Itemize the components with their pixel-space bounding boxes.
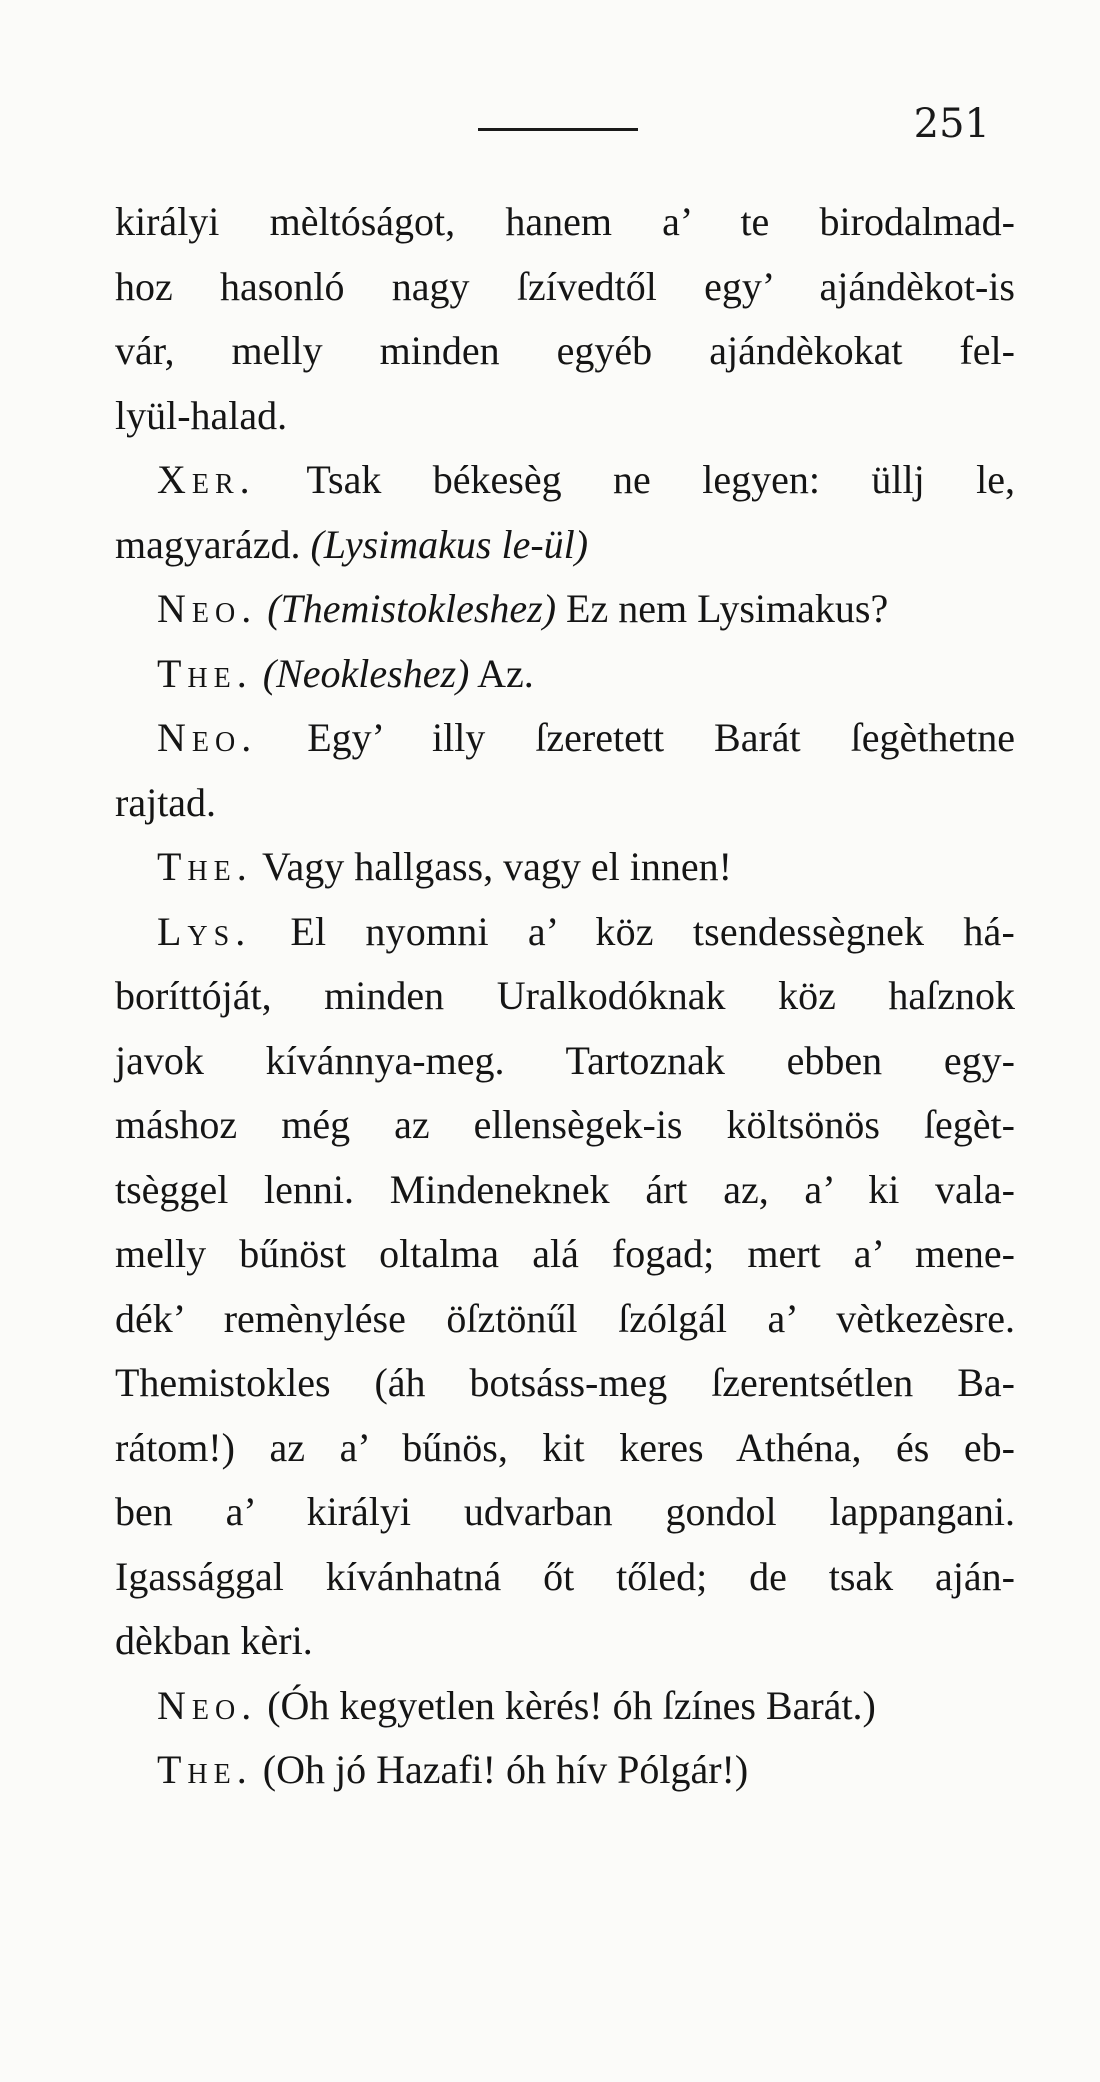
stage-direction: (Themistokleshez) (267, 586, 557, 631)
speech-text: Egy’ illy ſzeretett Barát ſegèthetne (307, 715, 1016, 760)
speech-xer-continued (115, 513, 1015, 578)
text-line: Igassággal kívánhatná őt tőled; de tsak aján- (115, 1553, 1015, 1599)
speaker-name: The. (157, 1747, 253, 1792)
speaker-name: Xer. (157, 457, 256, 502)
text-line: dèkban kèri. (115, 1618, 313, 1663)
speech-neo-2-continued (115, 771, 1015, 836)
page-text (115, 190, 1015, 1803)
speaker-name: Neo. (157, 586, 258, 631)
speech-lys (115, 900, 1015, 965)
text-line: hoz hasonló nagy ſzívedtől egy’ ajándèkot-is (115, 263, 1015, 309)
speaker-name: Neo. (157, 1682, 258, 1728)
speech-the-2 (115, 835, 1015, 900)
speaker-name: Neo. (157, 715, 258, 760)
header-rule (478, 128, 638, 131)
text-line: Themistokles (áh botsáss-meg ſzerentsétlen Ba- (115, 1360, 1015, 1405)
text-line: vár, melly minden egyéb ajándèkokat fel- (115, 328, 1015, 373)
text-line: rátom!) az a’ bűnös, kit keres Athéna, és eb- (115, 1424, 1015, 1470)
speech-text: Tsak békesèg ne legyen: üllj le, (306, 457, 1016, 502)
speech-the-3 (115, 1738, 1015, 1803)
speech-text: magyarázd. (115, 521, 301, 567)
text-line: dék’ remènylése öſztönűl ſzólgál a’ vètkezèsre. (115, 1295, 1015, 1341)
text-line: máshoz még az ellensègek-is költsönös ſegèt- (115, 1102, 1015, 1147)
speech-text: Vagy hallgass, vagy el innen! (262, 844, 732, 889)
speech-neo-3 (115, 1674, 1015, 1739)
stage-direction: (Neokleshez) (262, 650, 470, 696)
speech-text: (Oh jó Hazafi! óh hív Pólgár!) (262, 1747, 749, 1792)
text-line: javok kívánnya-meg. Tartoznak ebben egy- (115, 1037, 1015, 1083)
text-line: melly bűnöst oltalma alá fogad; mert a’ mene- (115, 1231, 1015, 1276)
text-line: boríttóját, minden Uralkodóknak köz haſznok (115, 973, 1015, 1018)
speech-text: rajtad. (115, 779, 217, 825)
speaker-name: The. (157, 650, 253, 696)
speaker-name: Lys. (157, 908, 252, 954)
speaker-name: The. (157, 844, 253, 889)
speech-neo-1 (115, 577, 1015, 642)
speech-xer (115, 448, 1015, 513)
speech-the-1 (115, 642, 1015, 707)
stage-direction: (Lysimakus le-ül) (310, 521, 589, 567)
text-line: lyül-halad. (115, 392, 288, 438)
text-line: ben a’ királyi udvarban gondol lappangani. (115, 1489, 1015, 1534)
speech-text: Az. (477, 650, 534, 696)
speech-text: (Óh kegyetlen kèrés! óh ſzínes Barát.) (267, 1682, 876, 1728)
text-line: királyi mèltóságot, hanem a’ te birodalmad- (115, 199, 1015, 244)
page-number: 251 (913, 101, 990, 147)
speech-neo-2 (115, 706, 1015, 771)
speech-text: Ez nem Lysimakus? (566, 586, 889, 631)
text-line: tsèggel lenni. Mindeneknek árt az, a’ ki vala- (115, 1166, 1015, 1212)
speech-text: El nyomni a’ köz tsendessègnek há- (290, 908, 1015, 954)
